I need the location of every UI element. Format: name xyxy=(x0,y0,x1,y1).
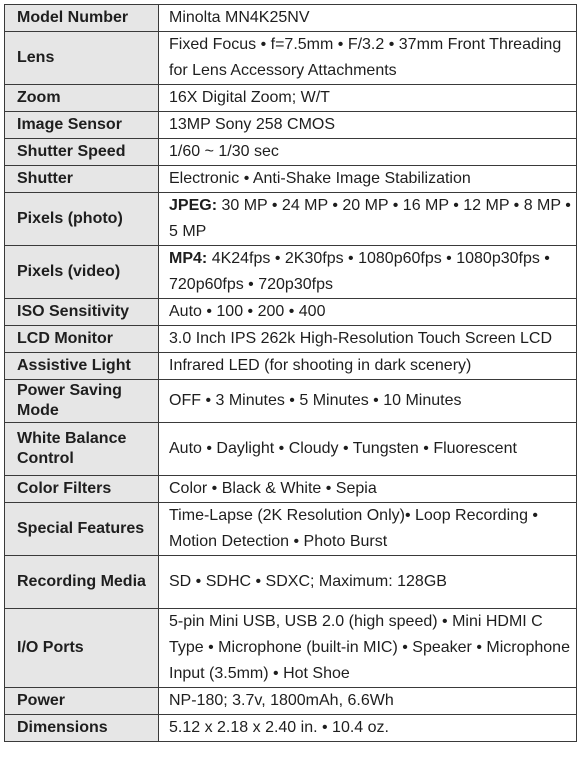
spec-value: 30 MP • 24 MP • 20 MP • 16 MP • 12 MP • 8 MP • 5 MP xyxy=(169,197,571,240)
spec-row-shutter-speed xyxy=(5,139,577,166)
spec-row-power-saving-mode xyxy=(5,380,577,423)
spec-row-pixels-video xyxy=(5,246,577,299)
spec-value: Minolta MN4K25NV xyxy=(169,9,310,26)
spec-label: Power xyxy=(5,688,159,715)
spec-value-cell xyxy=(159,193,577,246)
spec-label: Zoom xyxy=(5,85,159,112)
spec-row-shutter xyxy=(5,166,577,193)
spec-table-body xyxy=(5,5,577,742)
spec-value: Time-Lapse (2K Resolution Only)• Loop Recording • Motion Detection • Photo Burst xyxy=(169,507,539,550)
spec-value: 3.0 Inch IPS 262k High-Resolution Touch Screen LCD xyxy=(169,330,553,347)
spec-label: Shutter xyxy=(5,166,159,193)
spec-value-cell xyxy=(159,299,577,326)
spec-value-cell xyxy=(159,423,577,476)
spec-value: 1/60 ~ 1/30 sec xyxy=(169,143,279,160)
spec-sheet xyxy=(4,4,577,742)
spec-value-cell xyxy=(159,139,577,166)
spec-label: LCD Monitor xyxy=(5,326,159,353)
spec-value-cell xyxy=(159,380,577,423)
spec-value: 5-pin Mini USB, USB 2.0 (high speed) • Mini HDMI C Type • Microphone (built-in MIC) • Speaker • Microphone Input (3.5mm) • Hot Shoe xyxy=(169,613,570,682)
spec-label: Image Sensor xyxy=(5,112,159,139)
spec-label: Lens xyxy=(5,32,159,85)
spec-value-cell xyxy=(159,556,577,609)
spec-value: 5.12 x 2.18 x 2.40 in. • 10.4 oz. xyxy=(169,719,389,736)
spec-table xyxy=(4,4,577,742)
spec-row-zoom xyxy=(5,85,577,112)
spec-value: Fixed Focus • f=7.5mm • F/3.2 • 37mm Front Threading for Lens Accessory Attachments xyxy=(169,36,562,79)
spec-value-cell xyxy=(159,503,577,556)
spec-row-assistive-light xyxy=(5,353,577,380)
spec-value: SD • SDHC • SDXC; Maximum: 128GB xyxy=(169,573,447,590)
spec-value-cell xyxy=(159,246,577,299)
spec-value-cell xyxy=(159,166,577,193)
spec-label: Special Features xyxy=(5,503,159,556)
spec-format-prefix: MP4: xyxy=(169,250,208,267)
spec-format-prefix: JPEG: xyxy=(169,197,218,214)
spec-label: Color Filters xyxy=(5,476,159,503)
spec-value: Auto • 100 • 200 • 400 xyxy=(169,303,326,320)
spec-value: Auto • Daylight • Cloudy • Tungsten • Fluorescent xyxy=(169,440,517,457)
spec-value-cell xyxy=(159,85,577,112)
spec-row-pixels-photo xyxy=(5,193,577,246)
spec-value: OFF • 3 Minutes • 5 Minutes • 10 Minutes xyxy=(169,392,462,409)
spec-value-cell xyxy=(159,609,577,688)
spec-row-dimensions xyxy=(5,715,577,742)
spec-row-lens xyxy=(5,32,577,85)
spec-label: ISO Sensitivity xyxy=(5,299,159,326)
spec-value: Infrared LED (for shooting in dark scenery) xyxy=(169,357,472,374)
spec-label: Pixels (photo) xyxy=(5,193,159,246)
spec-label: Recording Media xyxy=(5,556,159,609)
spec-row-lcd-monitor xyxy=(5,326,577,353)
spec-value: Color • Black & White • Sepia xyxy=(169,480,377,497)
spec-label: Power Saving Mode xyxy=(5,380,159,423)
spec-label: Model Number xyxy=(5,5,159,32)
spec-row-model-number xyxy=(5,5,577,32)
spec-value: 16X Digital Zoom; W/T xyxy=(169,89,330,106)
spec-value-cell xyxy=(159,112,577,139)
spec-value: Electronic • Anti-Shake Image Stabilization xyxy=(169,170,471,187)
spec-row-iso-sensitivity xyxy=(5,299,577,326)
spec-label: Pixels (video) xyxy=(5,246,159,299)
spec-row-power xyxy=(5,688,577,715)
spec-value-cell xyxy=(159,688,577,715)
spec-value-cell xyxy=(159,715,577,742)
spec-value-cell xyxy=(159,32,577,85)
spec-label: Shutter Speed xyxy=(5,139,159,166)
spec-row-i-o-ports xyxy=(5,609,577,688)
spec-label: Assistive Light xyxy=(5,353,159,380)
spec-value-cell xyxy=(159,5,577,32)
spec-value: 13MP Sony 258 CMOS xyxy=(169,116,336,133)
spec-row-special-features xyxy=(5,503,577,556)
spec-row-image-sensor xyxy=(5,112,577,139)
spec-row-color-filters xyxy=(5,476,577,503)
spec-value: 4K24fps • 2K30fps • 1080p60fps • 1080p30fps • 720p60fps • 720p30fps xyxy=(169,250,550,293)
spec-value-cell xyxy=(159,476,577,503)
spec-value-cell xyxy=(159,326,577,353)
spec-value: NP-180; 3.7v, 1800mAh, 6.6Wh xyxy=(169,692,394,709)
spec-row-recording-media xyxy=(5,556,577,609)
spec-value-cell xyxy=(159,353,577,380)
spec-label: I/O Ports xyxy=(5,609,159,688)
spec-row-white-balance-control xyxy=(5,423,577,476)
spec-label: Dimensions xyxy=(5,715,159,742)
spec-label: White Balance Control xyxy=(5,423,159,476)
